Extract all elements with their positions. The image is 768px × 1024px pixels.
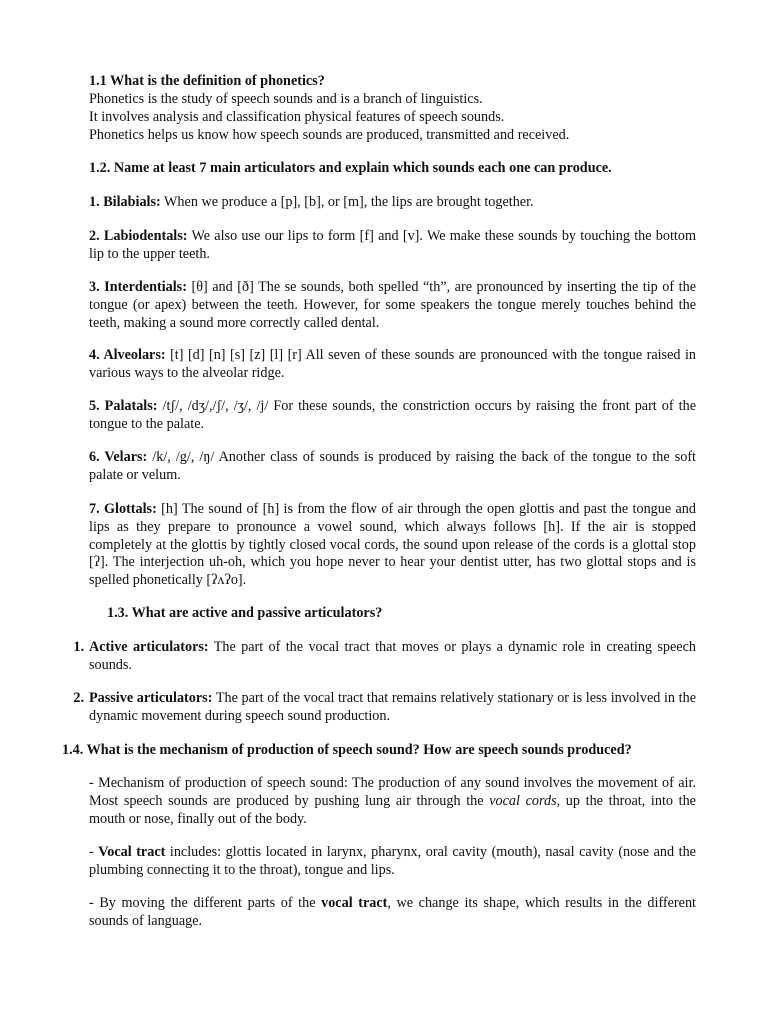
answer-line: Phonetics is the study of speech sounds and is a branch of linguistics. xyxy=(89,91,483,107)
mechanism-paragraph: - Mechanism of production of speech sound: The production of any sound involves the movement of air. Most speech sounds are produced by pushing lung air through the vocal cords, up the throat, into the mouth or nose, finally out of the body. xyxy=(89,775,696,827)
vocal-tract-shape-paragraph: - By moving the different parts of the vocal tract, we change its shape, which results in the different sounds of language. xyxy=(89,895,696,929)
articulator-bilabials: 1. Bilabials: When we produce a [p], [b], or [m], the lips are brought together. xyxy=(89,194,534,210)
vocal-tract-paragraph: - Vocal tract includes: glottis located in larynx, pharynx, oral cavity (mouth), nasal cavity (nose and the plumbing connecting it to the throat), tongue and lips. xyxy=(89,844,696,878)
list-number: 1. xyxy=(73,639,84,655)
active-articulators-item: Active articulators: The part of the vocal tract that moves or plays a dynamic role in creating speech sounds. xyxy=(89,639,696,673)
question-2-heading: 1.2. Name at least 7 main articulators and explain which sounds each one can produce. xyxy=(89,160,612,176)
articulator-glottals: 7. Glottals: [h] The sound of [h] is from the flow of air through the open glottis and past the tongue and lips as they prepare to pronounce a vowel sound, which always follows [h]. If the air is stopped completely at the glottis by tightly closed vocal cords, the sound upon release of the cords is a glottal stop [ʔ]. The interjection uh-oh, which you hope never to hear your dentist utter, has two glottal stops and is spelled phonetically [ʔʌʔo]. xyxy=(89,501,696,589)
question-4-heading: 1.4. What is the mechanism of production of speech sound? How are speech sounds produced? xyxy=(62,742,632,758)
question-3-heading: 1.3. What are active and passive articulators? xyxy=(107,605,383,621)
articulator-alveolars: 4. Alveolars: [t] [d] [n] [s] [z] [l] [r] All seven of these sounds are pronounced with the tongue raised in various ways to the alveolar ridge. xyxy=(89,347,696,381)
articulator-labiodentals: 2. Labiodentals: We also use our lips to form [f] and [v]. We make these sounds by touching the bottom lip to the upper teeth. xyxy=(89,228,696,262)
articulator-velars: 6. Velars: /k/, /g/, /ŋ/ Another class of sounds is produced by raising the back of the tongue to the soft palate or velum. xyxy=(89,449,696,483)
answer-line: Phonetics helps us know how speech sounds are produced, transmitted and received. xyxy=(89,126,570,143)
question-1-heading: 1.1 What is the definition of phonetics? xyxy=(89,73,325,89)
list-number: 2. xyxy=(73,690,84,706)
articulator-interdentals: 3. Interdentials: [θ] and [ð] The se sounds, both spelled “th”, are pronounced by inserting the tip of the tongue (or apex) between the teeth. However, for some speakers the tongue merely touches behind the teeth, making a sound more correctly called dental. xyxy=(89,279,696,331)
question-1-answer xyxy=(89,91,696,144)
answer-line: It involves analysis and classification physical features of speech sounds. xyxy=(89,108,505,125)
articulator-palatals: 5. Palatals: /tʃ/, /dʒ/,/ʃ/, /ʒ/, /j/ For these sounds, the constriction occurs by raising the front part of the tongue to the palate. xyxy=(89,398,696,432)
passive-articulators-item: Passive articulators: The part of the vocal tract that remains relatively stationary or is less involved in the dynamic movement during speech sound production. xyxy=(89,690,697,724)
